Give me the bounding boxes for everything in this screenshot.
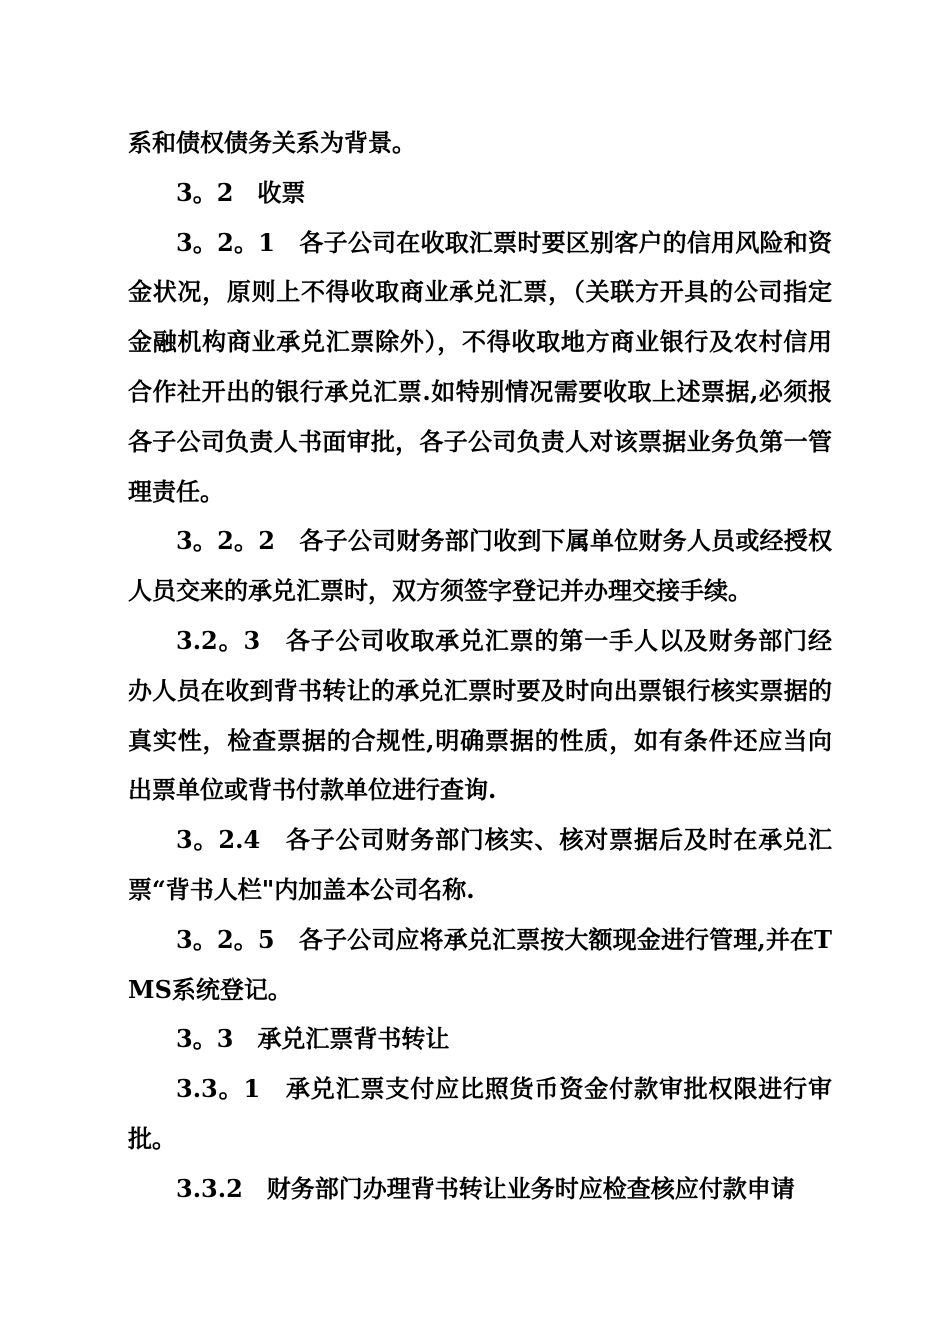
clause-3-2-4: 3。2.4 各子公司财务部门核实、核对票据后及时在承兑汇票“背书人栏"内加盖本公司名称. — [128, 825, 832, 904]
section-heading-3-3: 3。3 承兑汇票背书转让 — [176, 1024, 450, 1054]
clause-3-2-2: 3。2。2 各子公司财务部门收到下属单位财务人员或经授权人员交来的承兑汇票时，双方须签字登记并办理交接手续。 — [128, 526, 832, 606]
paragraph-continuation: 系和债权债务关系为背景。 — [128, 128, 416, 157]
document-body — [128, 118, 832, 1214]
clause-3-2-1: 3。2。1 各子公司在收取汇票时要区别客户的信用风险和资金状况，原则上不得收取商业承兑汇票，（关联方开具的公司指定金融机构商业承兑汇票除外），不得收取地方商业银行及农村信用合作社开出的银行承兑汇票.如特别情况需要收取上述票据,必须报各子公司负责人书面审批，各子公司负责人对该票据业务负第一管理责任。 — [128, 227, 832, 506]
clause-3-2-5: 3。2。5 各子公司应将承兑汇票按大额现金进行管理,并在TMS系统登记。 — [128, 924, 832, 1004]
clause-3-3-1: 3.3。1 承兑汇票支付应比照货币资金付款审批权限进行审批。 — [128, 1074, 832, 1153]
clause-3-2-3: 3.2。3 各子公司收取承兑汇票的第一手人以及财务部门经办人员在收到背书转让的承兑汇票时要及时向出票银行核实票据的真实性，检查票据的合规性,明确票据的性质，如有条件还应当向出票单位或背书付款单位进行查询. — [128, 625, 832, 805]
section-heading-3-2: 3。2 收票 — [176, 177, 306, 207]
clause-3-3-2: 3.3.2 财务部门办理背书转让业务时应检查核应付款申请 — [176, 1173, 795, 1203]
